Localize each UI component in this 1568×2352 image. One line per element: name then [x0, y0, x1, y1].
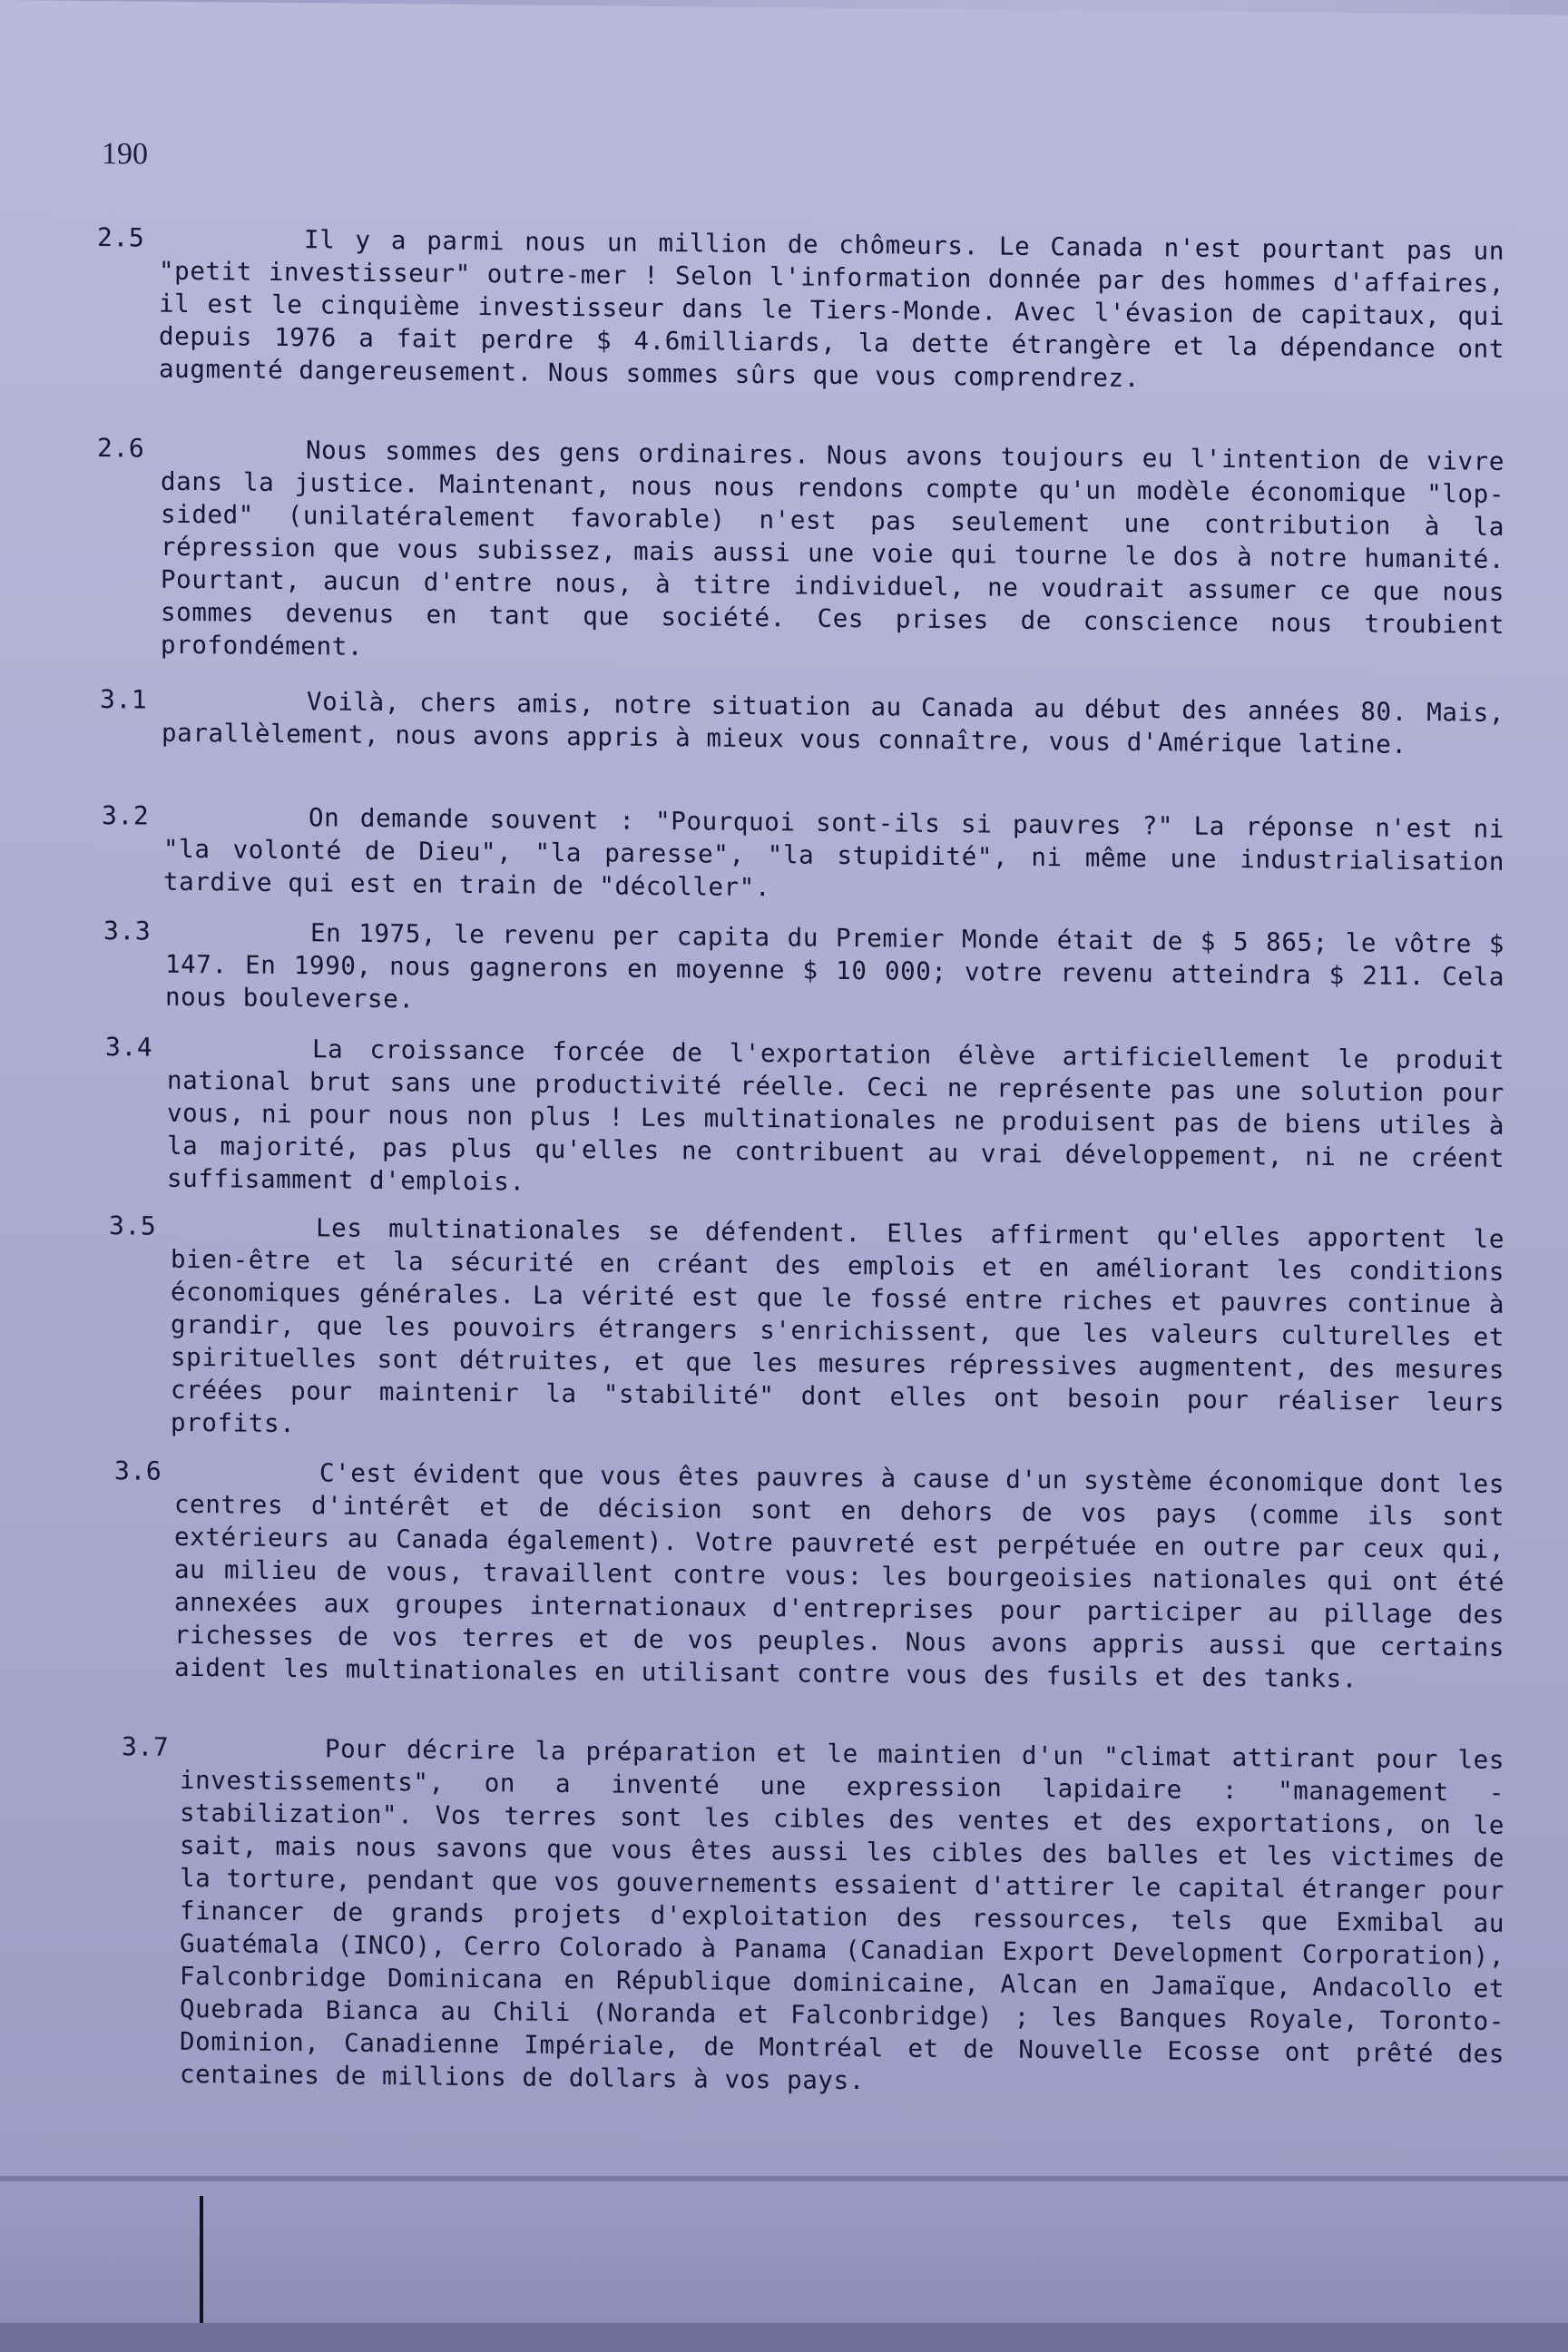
paragraph-number: 3.7	[122, 1731, 170, 1762]
paragraph-3-4	[105, 1032, 1504, 1208]
paragraph-text: Les multinationales se défendent. Elles affirment qu'elles apportent le bien-être et la sécurité en créant des emplois et en améliorant les conditions économiques générales. La vérité est que le fossé entre riches et pauvres continue à grandir, que les pouvoirs étrangers s'enrichissent, que les valeurs culturelles et spirituelles sont détruites, et que les mesures répressives augmentent, des mesures créées pour maintenir la "stabilité" dont elles ont besoin pour réaliser leurs profits.	[171, 1213, 1504, 1439]
paragraph-text: On demande souvent : "Pourquoi sont-ils si pauvres ?" La réponse n'est ni "la volonté de Dieu", "la paresse", "la stupidité", ni même une industrialisation tardive qui est en train de "décoller".	[163, 803, 1504, 903]
paragraph-2-5	[97, 222, 1504, 398]
paragraph-number: 3.6	[114, 1455, 162, 1486]
paragraph-2-6	[97, 433, 1504, 674]
paragraph-number: 3.4	[105, 1032, 153, 1063]
lower-shadow	[0, 2323, 1568, 2352]
paragraph-text: Il y a parmi nous un million de chômeurs. Le Canada n'est pourtant pas un "petit investisseur" outre-mer ! Selon l'information donnée par des hommes d'affaires, il est le cinquième investisseur dans le Tiers-Monde. Avec l'évasion de capitaux, qui depuis 1976 a fait perdre $ 4.6milliards, la dette étrangère et la dépendance ont augmenté dangereusement. Nous sommes sûrs que vous comprendrez.	[159, 225, 1504, 394]
paragraph-3-5	[109, 1210, 1504, 1452]
paragraph-number: 3.3	[103, 916, 152, 946]
paragraph-text: Pour décrire la préparation et le maintien d'un "climat attirant pour les investissements", on a inventé une expression lapidaire : "management - stabilization". Vos terres sont les cibles des ventes et des exportations, on le sait, mais nous savons que vous êtes aussi les cibles des balles et les victimes de la torture, pendant que vos gouvernements essaient d'attirer le capital étranger pour financer de grands projets d'exploitation des ressources, tels que Exmibal au Guatémala (INCO), Cerro Colorado à Panama (Canadian Export Development Corporation), Falconbridge Dominicana en République dominicaine, Alcan en Jamaïque, Andacollo et Quebrada Bianca au Chili (Noranda et Falconbridge) ; les Banques Royale, Toronto-Dominion, Canadienne Impériale, de Montréal et de Nouvelle Ecosse ont prêté des centaines de millions de dollars à vos pays.	[180, 1734, 1504, 2096]
paragraph-text: La croissance forcée de l'exportation élève artificiellement le produit national brut sans une productivité réelle. Ceci ne représente pas une solution pour vous, ni pour nous non plus ! Les multinationales ne produisent pas de biens utiles à la majorité, pas plus qu'elles ne contribuent au vrai développement, ni ne créent suffisamment d'emplois.	[167, 1034, 1504, 1197]
page-number: 190	[102, 137, 148, 172]
paragraph-number: 3.2	[102, 800, 150, 831]
margin-line	[200, 2196, 203, 2339]
paragraph-3-2	[102, 800, 1504, 911]
paragraph-3-7	[122, 1731, 1504, 2103]
paragraph-number: 2.5	[97, 222, 145, 253]
paragraph-text: En 1975, le revenu per capita du Premier Monde était de $ 5 865; le vôtre $ 147. En 1990, nous gagnerons en moyenne $ 10 000; votre revenu atteindra $ 211. Cela nous bouleverse.	[165, 918, 1504, 1014]
paragraph-text: C'est évident que vous êtes pauvres à cause d'un système économique dont les centres d'intérêt et de décision sont en dehors de vos pays (comme ils sont extérieurs au Canada également). Votre pauvreté est perpétuée en outre par ceux qui, au milieu de vous, travaillent contre vous: les bourgeoisies nationales qui ont été annexées aux groupes internationaux d'entreprises pour participer au pillage des richesses de vos terres et de vos peuples. Nous avons appris aussi que certains aident les multinationales en utilisant contre vous des fusils et des tanks.	[174, 1458, 1504, 1694]
paragraph-number: 3.1	[100, 684, 148, 715]
paragraph-3-3	[103, 916, 1504, 1026]
paragraph-3-1	[100, 684, 1504, 762]
paragraph-text: Voilà, chers amis, notre situation au Canada au début des années 80. Mais, parallèlement, nous avons appris à mieux vous connaître, vous d'Amérique latine.	[162, 687, 1504, 760]
paragraph-number: 3.5	[109, 1210, 157, 1241]
paragraph-number: 2.6	[97, 433, 145, 464]
paragraph-3-6	[114, 1455, 1504, 1697]
paragraph-text: Nous sommes des gens ordinaires. Nous avons toujours eu l'intention de vivre dans la justice. Maintenant, nous nous rendons compte qu'un modèle économique "lop-sided" (unilatéralement favorable) n'est pas seulement une contribution à la répression que vous subissez, mais aussi une voie qui tourne le dos à notre humanité. Pourtant, aucun d'entre nous, à titre individuel, ne voudrait assumer ce que nous sommes devenus en tant que société. Ces prises de conscience nous troubient profondément.	[161, 436, 1504, 662]
